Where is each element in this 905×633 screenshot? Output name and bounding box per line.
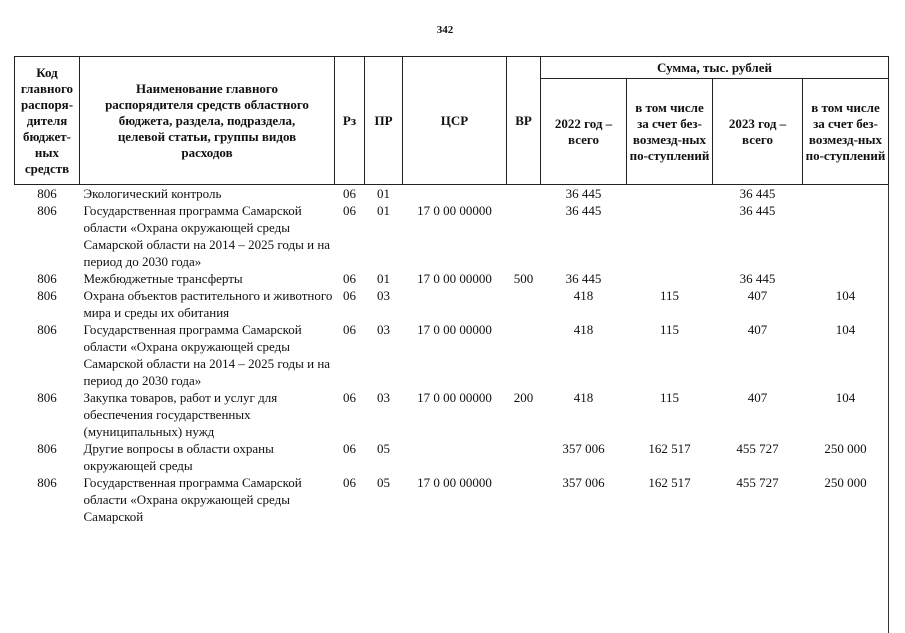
header-pr: ПР (365, 57, 403, 185)
cell-csr: 17 0 00 00000 (417, 322, 492, 337)
cell-2022-total: 357 006 (562, 441, 605, 456)
cell-pr: 05 (377, 441, 390, 456)
cell-2022-free (627, 202, 713, 270)
cell-rz: 06 (343, 475, 356, 490)
cell-code: 806 (37, 441, 57, 456)
table-row (15, 321, 889, 389)
cell-csr: 17 0 00 00000 (417, 390, 492, 405)
header-2022-total: 2022 год – всего (541, 79, 627, 185)
cell-code: 806 (37, 288, 57, 303)
cell-name: Межбюджетные трансферты (83, 271, 243, 286)
table-row (15, 474, 889, 525)
cell-2022-free: 115 (659, 288, 680, 303)
cell-name: Другие вопросы в области охраны окружающей среды (83, 441, 274, 473)
cell-2022-total: 36 445 (565, 186, 602, 201)
table-row (15, 202, 889, 270)
table-body (15, 185, 889, 526)
header-code: Код главного распоря-дителя бюджет-ных средств (15, 57, 80, 185)
header-2023-free: в том числе за счет без-возмезд-ных по-ступлений (803, 79, 889, 185)
header-sum-group: Сумма, тыс. рублей (541, 57, 889, 79)
cell-2022-free: 115 (659, 322, 680, 337)
table-row (15, 270, 889, 287)
cell-2022-total: 418 (573, 390, 594, 405)
budget-sheet (14, 56, 888, 525)
cell-rz: 06 (343, 288, 356, 303)
header-2023-total: 2023 год – всего (713, 79, 803, 185)
cell-2022-free: 162 517 (648, 441, 691, 456)
cell-vr (507, 440, 541, 474)
cell-2023-free (803, 270, 889, 287)
cell-2023-total: 455 727 (736, 475, 779, 490)
cell-pr: 05 (377, 475, 390, 490)
header-csr: ЦСР (403, 57, 507, 185)
cell-vr (507, 287, 541, 321)
cell-2023-total: 407 (747, 322, 768, 337)
cell-code: 806 (37, 475, 57, 490)
header-rz: Рз (335, 57, 365, 185)
cell-code: 806 (37, 203, 57, 218)
cell-2022-free: 115 (659, 390, 680, 405)
cell-rz: 06 (343, 271, 356, 286)
cell-code: 806 (37, 322, 57, 337)
table-row (15, 440, 889, 474)
header-2022-free: в том числе за счет без-возмезд-ных по-ступлений (627, 79, 713, 185)
cell-2023-free: 104 (835, 322, 856, 337)
cell-rz: 06 (343, 390, 356, 405)
cell-name: Государственная программа Самарской области «Охрана окружающей среды Самарской области на 2014 – 2025 годы и на период до 2030 года» (83, 322, 331, 388)
cell-code: 806 (37, 271, 57, 286)
budget-table (14, 56, 889, 525)
cell-2023-total: 36 445 (739, 271, 776, 286)
cell-2022-total: 418 (573, 322, 594, 337)
cell-code: 806 (37, 390, 57, 405)
cell-2023-total: 36 445 (739, 186, 776, 201)
cell-2023-free: 104 (835, 390, 856, 405)
table-row (15, 287, 889, 321)
cell-2023-total: 455 727 (736, 441, 779, 456)
cell-rz: 06 (343, 322, 356, 337)
cell-2023-total: 407 (747, 390, 768, 405)
cell-2023-total: 36 445 (739, 203, 776, 218)
header-name: Наименование главного распорядителя средств областного бюджета, раздела, подраздела, целевой статьи, группы видов расходов (80, 57, 335, 185)
cell-2023-free: 250 000 (824, 475, 867, 490)
cell-pr: 03 (377, 322, 390, 337)
cell-vr (507, 202, 541, 270)
cell-name: Закупка товаров, работ и услуг для обеспечения государственных (муниципальных) нужд (83, 390, 278, 439)
table-row (15, 185, 889, 203)
cell-2022-free (627, 185, 713, 203)
table-row (15, 389, 889, 440)
cell-2023-free (803, 202, 889, 270)
cell-csr: 17 0 00 00000 (417, 475, 492, 490)
cell-pr: 01 (377, 271, 390, 286)
cell-2022-free: 162 517 (648, 475, 691, 490)
cell-2022-total: 357 006 (562, 475, 605, 490)
cell-vr (507, 474, 541, 525)
cell-2023-total: 407 (747, 288, 768, 303)
cell-2023-free: 104 (835, 288, 856, 303)
cell-csr (403, 440, 507, 474)
cell-2023-free: 250 000 (824, 441, 867, 456)
cell-vr: 200 (513, 390, 534, 405)
cell-pr: 01 (377, 203, 390, 218)
cell-csr (403, 287, 507, 321)
cell-rz: 06 (343, 186, 356, 201)
cell-csr: 17 0 00 00000 (417, 271, 492, 286)
page-number: 342 (436, 24, 454, 36)
cell-2022-total: 36 445 (565, 203, 602, 218)
cell-rz: 06 (343, 441, 356, 456)
cell-2022-total: 418 (573, 288, 594, 303)
cell-2022-total: 36 445 (565, 271, 602, 286)
header-vr: ВР (507, 57, 541, 185)
cell-csr (403, 185, 507, 203)
cell-code: 806 (37, 186, 57, 201)
cell-2023-free (803, 185, 889, 203)
cell-vr (507, 185, 541, 203)
cell-name: Экологический контроль (83, 186, 222, 201)
cell-name: Государственная программа Самарской области «Охрана окружающей среды Самарской (83, 475, 302, 524)
cell-vr (507, 321, 541, 389)
cell-name: Государственная программа Самарской области «Охрана окружающей среды Самарской области на 2014 – 2025 годы и на период до 2030 года» (83, 203, 331, 269)
cell-pr: 03 (377, 288, 390, 303)
cell-vr: 500 (513, 271, 534, 286)
cell-csr: 17 0 00 00000 (417, 203, 492, 218)
table-header (15, 57, 889, 185)
cell-pr: 01 (377, 186, 390, 201)
cell-name: Охрана объектов растительного и животного мира и среды их обитания (83, 288, 333, 320)
cell-2022-free (627, 270, 713, 287)
cell-rz: 06 (343, 203, 356, 218)
cell-pr: 03 (377, 390, 390, 405)
